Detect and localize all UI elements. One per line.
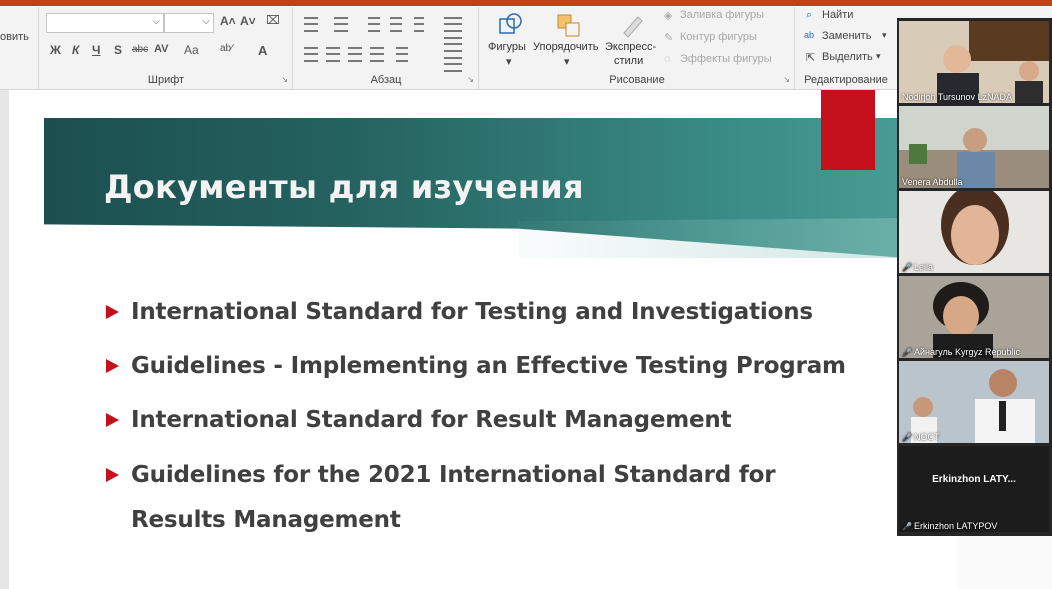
chevron-down-icon: ▾ [506, 56, 512, 68]
dialog-launcher-icon[interactable]: ↘ [281, 75, 288, 84]
arrange-icon[interactable] [554, 11, 584, 39]
bullet-item[interactable] [106, 290, 896, 335]
char-spacing-button[interactable]: AV [154, 43, 169, 55]
participant-tile[interactable] [899, 191, 1049, 273]
shape-effects-button[interactable]: Эффекты фигуры [680, 53, 772, 65]
ribbon-group-editing [796, 7, 896, 89]
editing-group-label: Редактирование [804, 74, 888, 86]
chevron-down-icon: ⌵ [202, 16, 210, 27]
find-button[interactable]: Найти [822, 9, 854, 21]
effects-icon: ◌ [664, 53, 671, 65]
participant-tile[interactable] [899, 21, 1049, 103]
mic-muted-icon: 🎤 [902, 433, 912, 442]
align-left-icon[interactable] [304, 47, 318, 62]
chevron-down-icon: ⌵ [152, 16, 160, 27]
font-group-label: Шрифт [147, 74, 185, 86]
shape-outline-button[interactable]: Контур фигуры [680, 31, 757, 43]
dialog-launcher-icon[interactable]: ↘ [467, 75, 474, 84]
bullet-item[interactable] [106, 398, 896, 443]
bold-button[interactable]: Ж [50, 43, 61, 57]
bullet-item[interactable] [106, 344, 896, 389]
dialog-launcher-icon[interactable]: ↘ [783, 75, 790, 84]
font-name-combo[interactable] [46, 13, 164, 33]
ribbon-group-drawing [480, 7, 795, 89]
align-text-icon[interactable] [444, 37, 462, 52]
columns-icon[interactable] [396, 47, 408, 62]
pen-icon: ✎ [664, 32, 674, 44]
line-spacing-icon[interactable] [414, 17, 424, 32]
drawing-group-label: Рисование [609, 74, 665, 86]
shapes-icon[interactable] [496, 11, 526, 39]
participant-display-name: Erkinzhon LATY... [932, 474, 1016, 485]
strikethrough-button[interactable]: abc [132, 44, 149, 55]
quick-styles-icon[interactable] [618, 11, 648, 39]
underline-button[interactable]: Ч [92, 43, 101, 57]
change-case-button[interactable]: Aa [184, 43, 199, 57]
text-direction-icon[interactable] [444, 17, 462, 32]
chevron-down-icon: ▾ [876, 51, 881, 61]
participant-tile[interactable] [899, 276, 1049, 358]
shrink-font-button[interactable]: A˅ [240, 14, 256, 28]
participant-video [899, 276, 1049, 358]
accent-block [821, 90, 875, 170]
paragraph-group-label: Абзац [370, 74, 402, 86]
clear-format-icon[interactable]: ⌧ [266, 13, 280, 27]
ribbon-group-font [40, 7, 293, 89]
bullet-triangle-icon [106, 305, 119, 319]
chevron-down-icon: ▾ [564, 56, 570, 68]
participant-video [899, 21, 1049, 103]
replace-button[interactable]: Заменить [822, 30, 872, 42]
arrange-button[interactable]: Упорядочить [533, 41, 599, 53]
slide-title[interactable]: Документы для изучения [104, 168, 584, 206]
bullet-item[interactable] [106, 453, 896, 543]
shapes-button[interactable]: Фигуры [488, 41, 526, 53]
bullet-text: Guidelines for the 2021 International Standard for Results Management [131, 462, 776, 533]
slide[interactable] [9, 90, 957, 589]
participant-name: Erkinzhon LATYPOV [913, 521, 998, 531]
smartart-icon[interactable] [444, 57, 462, 72]
cursor-icon: ⇱ [806, 52, 816, 64]
participant-name: Айнагуль Kyrgyz Republic [913, 347, 1021, 357]
bullet-triangle-icon [106, 359, 119, 373]
participant-name-wrap [902, 262, 933, 272]
paint-bucket-icon: ◈ [664, 10, 673, 22]
quick-styles-label-2[interactable]: стили [614, 55, 644, 67]
bullet-triangle-icon [106, 413, 119, 427]
numbering-icon[interactable] [334, 17, 348, 32]
decrease-indent-icon[interactable] [368, 17, 380, 32]
ribbon-group-slides [0, 7, 39, 89]
font-color-button[interactable]: A [258, 43, 268, 58]
mic-muted-icon: 🎤 [902, 522, 912, 531]
participant-name-wrap [902, 347, 1020, 357]
shape-fill-button[interactable]: Заливка фигуры [680, 9, 765, 21]
align-center-icon[interactable] [326, 47, 340, 62]
participant-name-wrap [902, 521, 997, 531]
participant-name: Leila [913, 262, 933, 272]
bullet-text: Guidelines - Implementing an Effective Testing Program [131, 353, 846, 379]
participant-video [899, 191, 1049, 273]
ribbon-group-paragraph [294, 7, 479, 89]
chevron-down-icon: ▾ [882, 30, 887, 40]
participant-video [899, 106, 1049, 188]
increase-indent-icon[interactable] [390, 17, 402, 32]
bullet-text: International Standard for Result Management [131, 407, 732, 433]
bullets-icon[interactable] [304, 17, 318, 32]
participant-tile[interactable] [899, 446, 1049, 532]
bullet-triangle-icon [106, 468, 119, 482]
grow-font-button[interactable]: A˄ [220, 14, 236, 28]
participant-video [899, 361, 1049, 443]
quick-styles-label-1[interactable]: Экспресс- [605, 41, 657, 53]
justify-icon[interactable] [370, 47, 384, 62]
video-participants-panel [897, 18, 1052, 536]
participant-name: NOCT [913, 432, 940, 442]
shadow-button[interactable]: S [114, 43, 123, 57]
participant-name: Nodirjon Tursunov LzNADA [902, 92, 1013, 102]
italic-button[interactable]: К [72, 43, 80, 57]
highlight-icon[interactable]: ab⁄ [220, 43, 233, 54]
search-icon: ⌕ [806, 9, 813, 21]
mic-muted-icon: 🎤 [902, 263, 912, 272]
align-right-icon[interactable] [348, 47, 362, 62]
participant-tile[interactable] [899, 361, 1049, 443]
ribbon [0, 0, 1052, 90]
participant-tile[interactable] [899, 106, 1049, 188]
bullet-text: International Standard for Testing and Investigations [131, 299, 813, 325]
select-button[interactable]: Выделить [822, 51, 873, 63]
restore-button[interactable]: овить [0, 31, 29, 43]
participant-name-wrap [902, 432, 939, 442]
font-size-combo[interactable] [164, 13, 214, 33]
replace-icon: ab [804, 30, 815, 40]
mic-muted-icon: 🎤 [902, 348, 912, 357]
participant-name: Venera Abdulla [902, 177, 963, 187]
